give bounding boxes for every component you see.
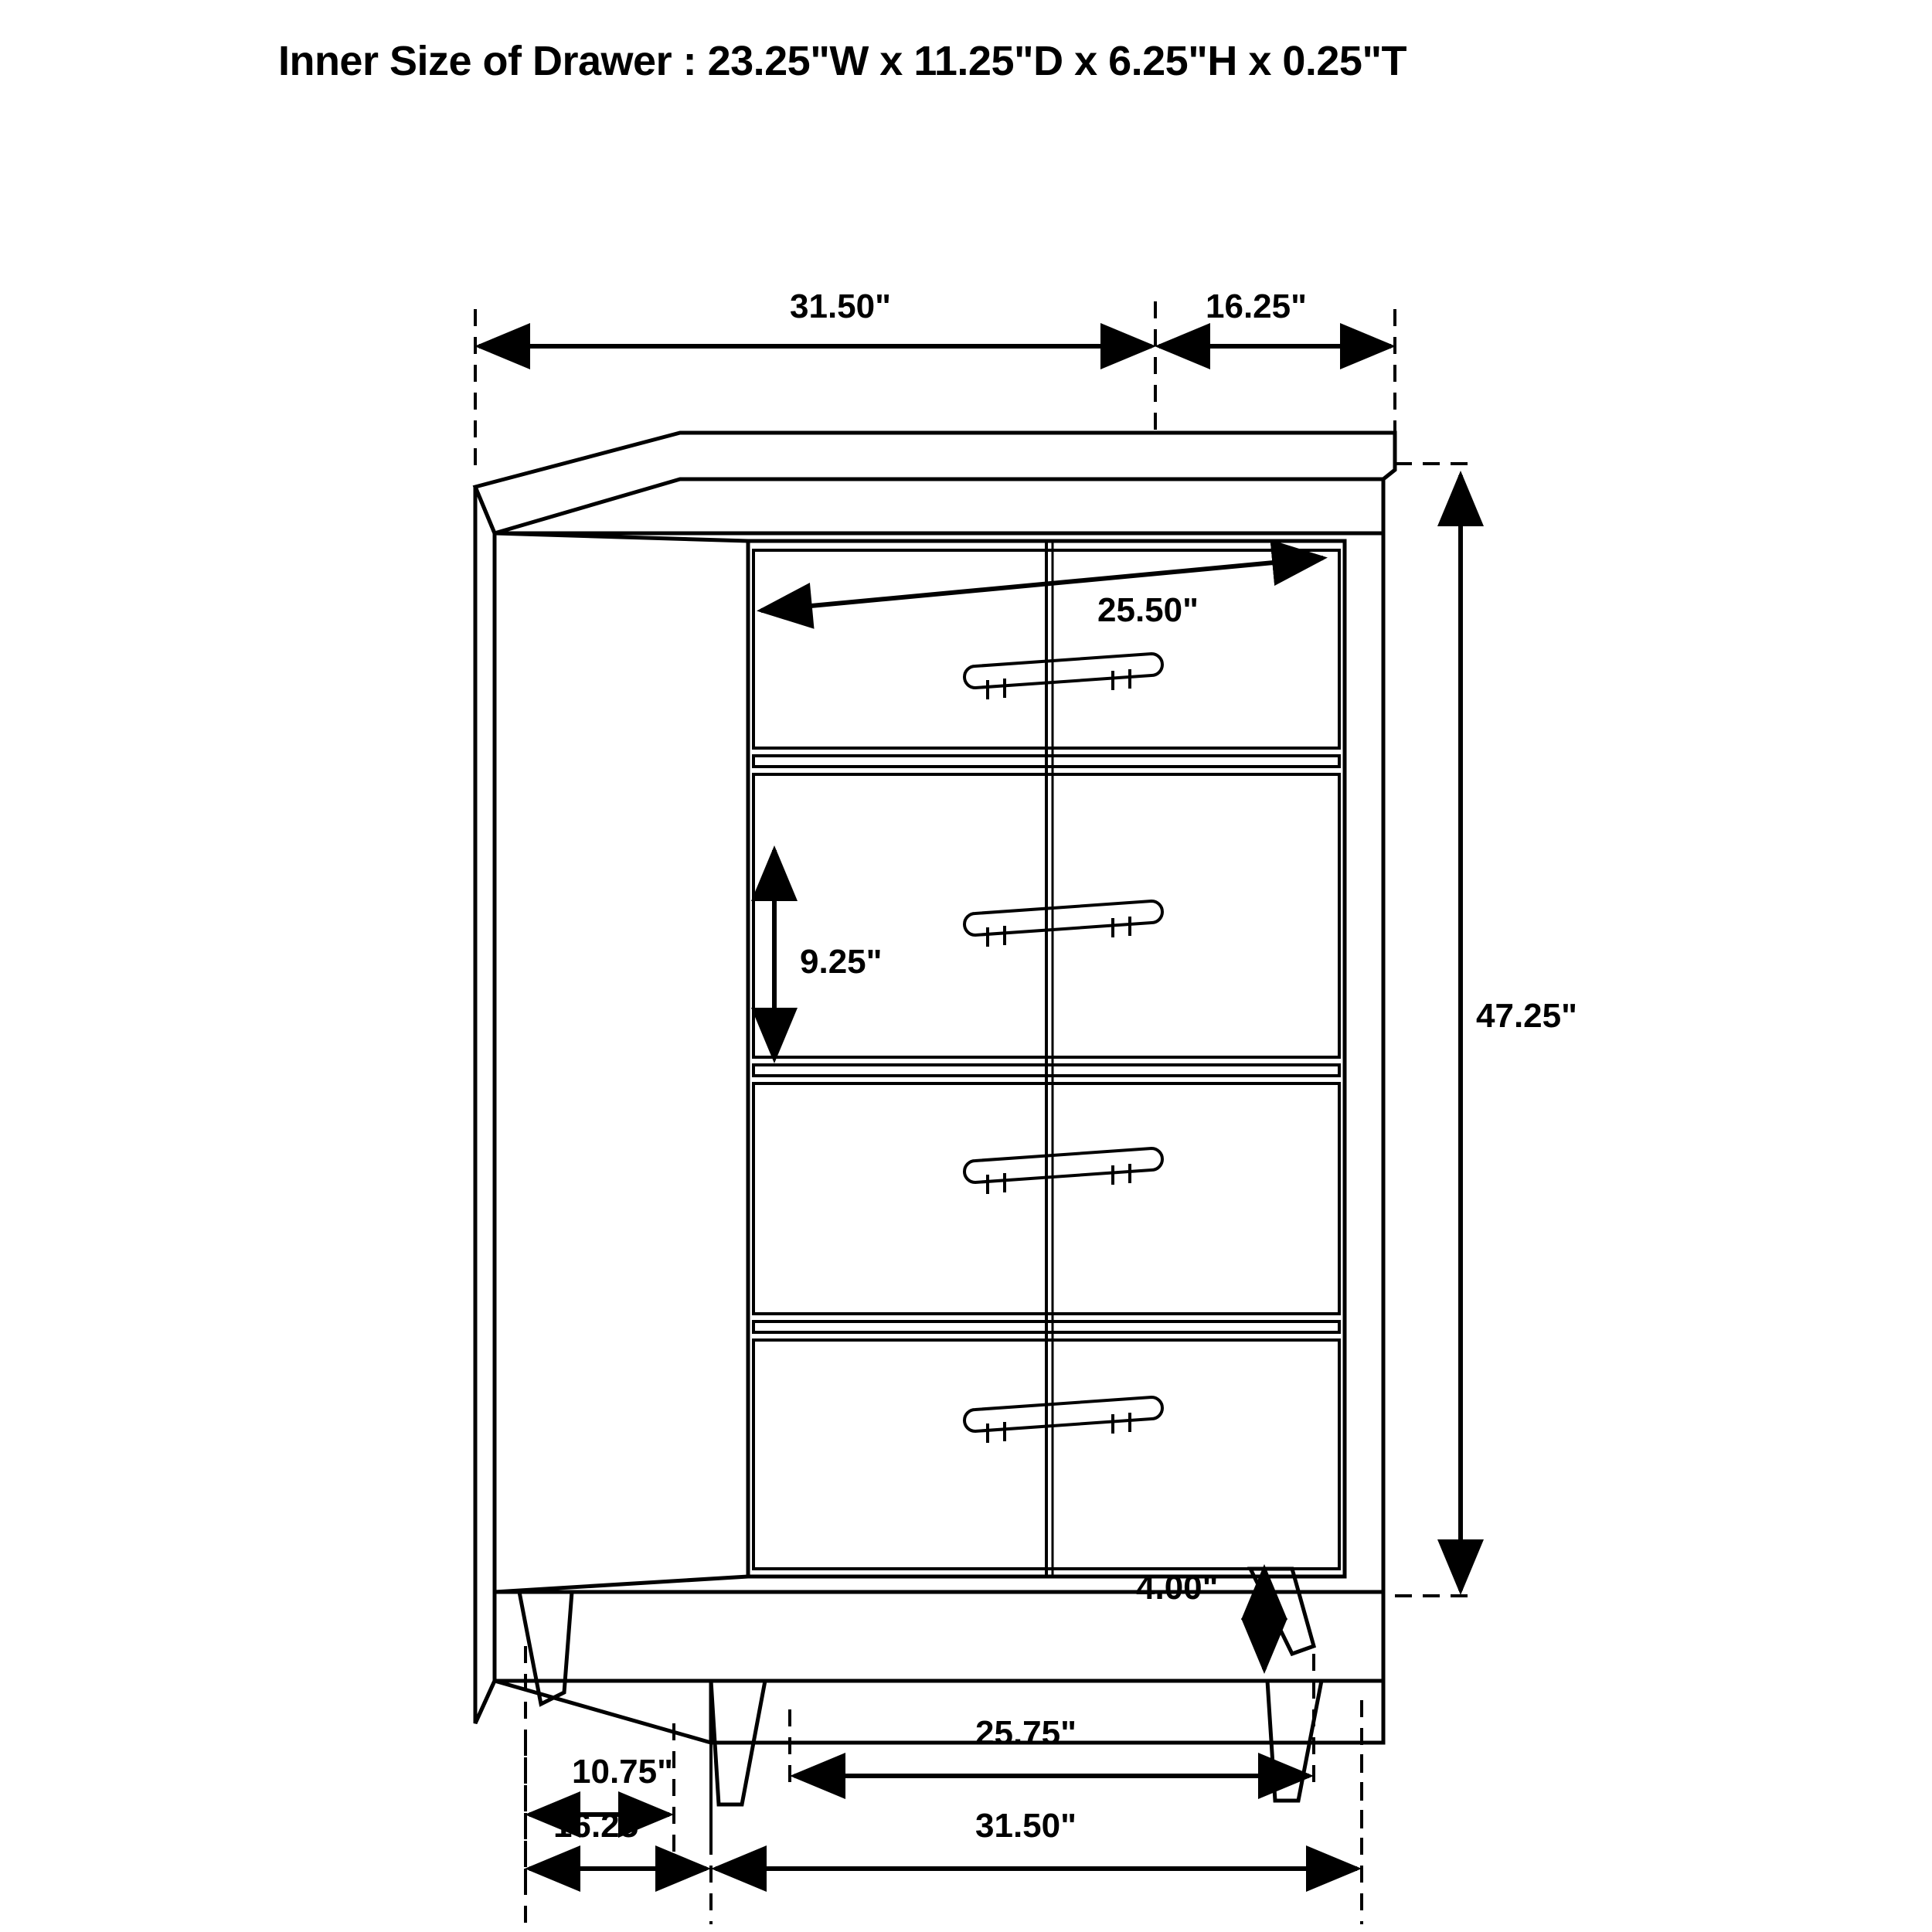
dim-label-base-width: 31.50": [975, 1807, 1077, 1845]
dim-label-base-depth: 16.25": [553, 1807, 655, 1845]
chest-body-outline: [475, 433, 1395, 1723]
dim-label-foot-depth: 10.75": [572, 1753, 673, 1791]
dim-label-leg-height: 4.00": [1136, 1569, 1219, 1607]
dim-drawer-width: [761, 558, 1323, 611]
dim-label-front-width-top: 31.50": [790, 287, 891, 325]
drawer-handles: [964, 654, 1162, 1443]
dim-label-drawer-height: 9.25": [800, 943, 883, 981]
page-title: Inner Size of Drawer : 23.25"W x 11.25"D x 6.25"H x 0.25"T: [277, 38, 1407, 84]
dim-label-side-depth-top: 16.25": [1206, 287, 1307, 325]
dim-label-overall-height: 47.25": [1476, 997, 1577, 1035]
dim-label-drawer-width: 25.50": [1097, 591, 1199, 629]
dim-label-base-inner-width: 25.75": [975, 1714, 1077, 1752]
drawer-fronts: [753, 541, 1339, 1577]
